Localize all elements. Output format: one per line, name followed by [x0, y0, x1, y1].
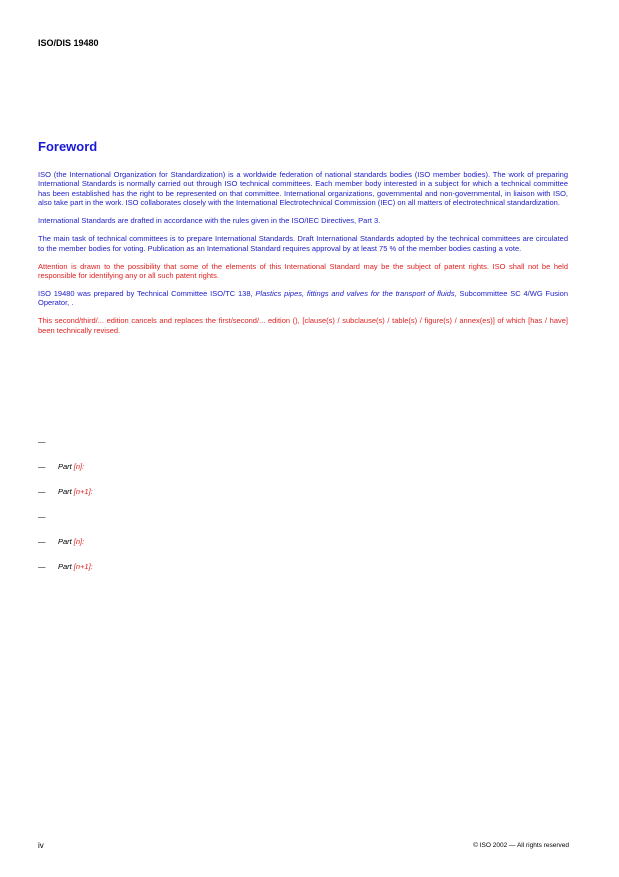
part-number: [n+1]:: [73, 562, 93, 571]
dash-marker: —: [38, 512, 46, 521]
part-label: Part: [58, 487, 72, 496]
dash-marker: —: [38, 437, 46, 446]
part-number: [n]:: [73, 537, 85, 546]
document-id: ISO/DIS 19480: [38, 38, 99, 48]
paragraph-committee-task: The main task of technical committees is to prepare International Standards. Draft International Standards adopted by the technical committees are circulated to the member bodies for voting. Publication as an International Standard requires approval by at least 75 % of the member bodies casting a vote.: [38, 234, 568, 253]
paragraph-edition-note: This second/third/... edition cancels and replaces the first/second/... edition (), [clause(s) / subclause(s) / table(s) / figure(s) / annex(es)] of which [has / have] been technically revised.: [38, 316, 568, 335]
page-number: iv: [38, 841, 44, 850]
copyright-notice: © ISO 2002 — All rights reserved: [473, 842, 569, 849]
committee-title: Plastics pipes, fittings and valves for the transport of fluids: [255, 289, 455, 299]
list-item: [38, 437, 568, 462]
dash-marker: —: [38, 562, 46, 571]
dash-marker: —: [38, 462, 46, 471]
paragraph-prepared-by: [38, 289, 568, 308]
prepared-by-text: ISO 19480 was prepared by Technical Committee ISO/TC 138,: [38, 289, 256, 299]
foreword-heading: Foreword: [38, 139, 98, 154]
list-item: [38, 512, 568, 537]
list-item: [38, 537, 568, 562]
part-label: Part: [58, 537, 72, 546]
part-number: [n+1]:: [73, 487, 93, 496]
list-item: [38, 562, 568, 587]
paragraph-directives: International Standards are drafted in accordance with the rules given in the ISO/IEC Directives, Part 3.: [38, 216, 381, 226]
paragraph-patent-notice: Attention is drawn to the possibility that some of the elements of this International Standard may be the subject of patent rights. ISO shall not be held responsible for identifying any or all such patent rights.: [38, 261, 568, 281]
dash-marker: —: [38, 537, 46, 546]
part-number: [n]:: [73, 462, 85, 471]
dash-marker: —: [38, 487, 46, 496]
paragraph-iso-intro: ISO (the International Organization for Standardization) is a worldwide federation of national standards bodies (ISO member bodies). The work of preparing International Standards is normally carried out through ISO technical committees. Each member body interested in a subject for which a technical committee has been established has the right to be represented on that committee. International organizations, governmental and non-governmental, in liaison with ISO, also take part in the work. ISO collaborates closely with the International Electrotechnical Commission (IEC) on all matters of electrotechnical standardization.: [38, 170, 568, 208]
list-item: [38, 487, 568, 512]
foreword-body: [38, 170, 568, 344]
part-label: Part: [58, 562, 72, 571]
list-item: [38, 462, 568, 487]
subcommittee-text: , Subcommittee SC 4/WG Fusion Operator, .: [38, 289, 568, 308]
part-label: Part: [58, 462, 72, 471]
part-list: [38, 437, 568, 587]
